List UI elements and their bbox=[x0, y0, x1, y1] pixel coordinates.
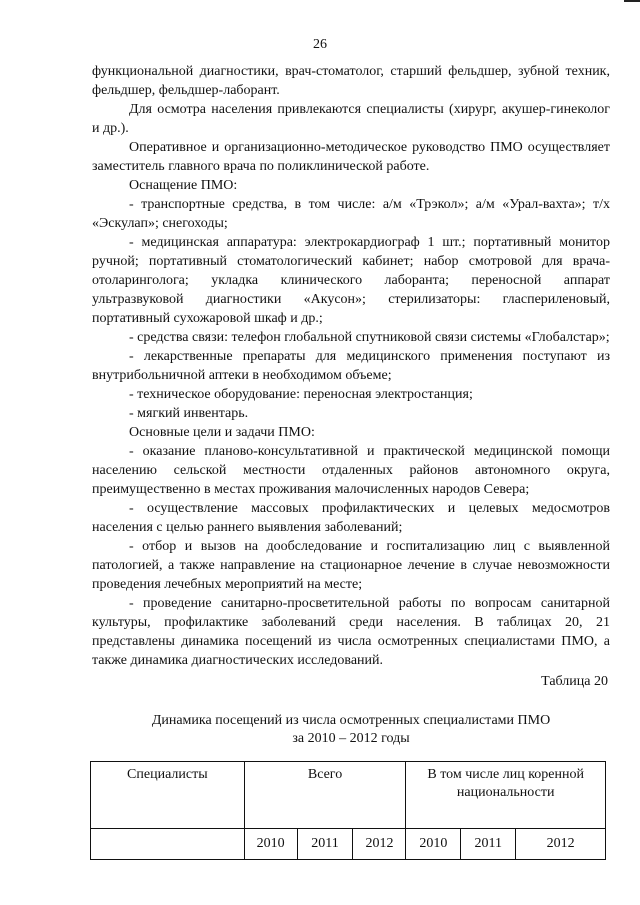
page-number: 26 bbox=[313, 37, 327, 52]
table-caption: Таблица 20 bbox=[541, 674, 608, 689]
paragraph: Оперативное и организационно-методическое руководство ПМО осуществляет заместитель главного врача по поликлинической работе. bbox=[92, 140, 610, 174]
table-title-line-2: за 2010 – 2012 годы bbox=[292, 731, 410, 746]
paragraph: Основные цели и задачи ПМО: bbox=[129, 425, 315, 440]
table-title-line-1: Динамика посещений из числа осмотренных специалистами ПМО bbox=[151, 713, 551, 728]
paragraph: Для осмотра населения привлекаются специалисты (хирург, акушер-гинеколог и др.). bbox=[92, 102, 610, 136]
year-total-2012: 2012 bbox=[353, 829, 406, 860]
paragraph: Оснащение ПМО: bbox=[129, 178, 238, 193]
header-specialists: Специалисты bbox=[91, 762, 245, 829]
paragraph: функциональной диагностики, врач-стоматолог, старший фельдшер, зубной техник, фельдшер, фельдшер-лаборант. bbox=[92, 64, 610, 98]
year-indigenous-2012: 2012 bbox=[516, 829, 606, 860]
visits-table bbox=[90, 761, 606, 860]
paragraph: - проведение санитарно-просветительной работы по вопросам санитарной культуры, профилактике заболеваний среди населения. В таблицах 20, 21 представлены динамика посещений из числа осмотренных специалистами ПМО, а также динамика диагностических исследований. bbox=[92, 596, 610, 668]
header-indigenous: В том числе лиц коренной национальности bbox=[406, 762, 606, 829]
paragraph: - техническое оборудование: переносная электростанция; bbox=[129, 387, 473, 402]
years-empty-cell bbox=[91, 829, 245, 860]
year-total-2011: 2011 bbox=[297, 829, 353, 860]
paragraph: - отбор и вызов на дообследование и госпитализацию лиц с выявленной патологией, а также направление на стационарное лечение в случае невозможности проведения лечебных мероприятий на месте; bbox=[92, 539, 610, 592]
paragraph: - оказание планово-консультативной и практической медицинской помощи населению сельской местности отдаленных районов автономного округа, преимущественно в местах проживания малочисленных народов Севера; bbox=[92, 444, 610, 497]
paragraph: - лекарственные препараты для медицинского применения поступают из внутрибольничной аптеки в необходимом объеме; bbox=[92, 349, 610, 383]
paragraph: - транспортные средства, в том числе: а/м «Трэкол»; а/м «Урал-вахта»; т/х «Эскулап»; снегоходы; bbox=[92, 197, 610, 231]
header-total: Всего bbox=[244, 762, 406, 829]
paragraph: - мягкий инвентарь. bbox=[129, 406, 249, 421]
corner-mark bbox=[624, 0, 640, 2]
year-indigenous-2011: 2011 bbox=[461, 829, 516, 860]
paragraph: - медицинская аппаратура: электрокардиограф 1 шт.; портативный монитор ручной; портативный стоматологический кабинет; набор смотровой для врача-отоларинголога; укладка клинического лаборанта; переносной аппарат ультразвуковой диагностики «Акусон»; стерилизаторы: гласпериленовый, портативный сухожаровой шкаф и др.; bbox=[92, 235, 610, 326]
paragraph: - осуществление массовых профилактических и целевых медосмотров населения с целью раннего выявления заболеваний; bbox=[92, 501, 610, 535]
year-total-2010: 2010 bbox=[244, 829, 297, 860]
year-indigenous-2010: 2010 bbox=[406, 829, 461, 860]
document-body bbox=[92, 62, 610, 670]
table-title bbox=[92, 712, 610, 748]
paragraph: - средства связи: телефон глобальной спутниковой связи системы «Глобалстар»; bbox=[129, 330, 610, 345]
